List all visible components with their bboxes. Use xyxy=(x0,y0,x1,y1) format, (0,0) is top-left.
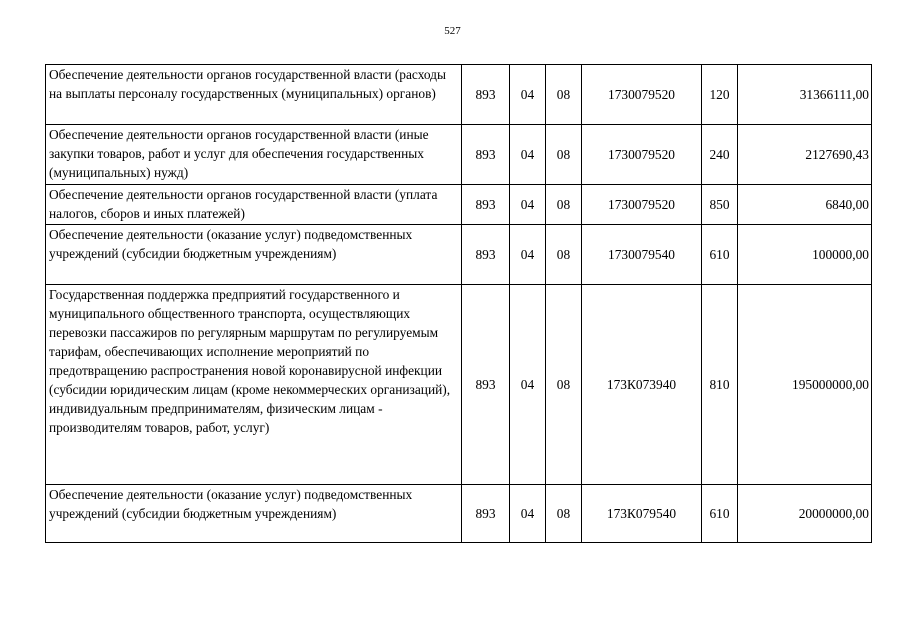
target-article-code: 1730079520 xyxy=(582,65,702,125)
expense-kind-code: 810 xyxy=(702,285,738,485)
department-code: 893 xyxy=(462,225,510,285)
section-code: 04 xyxy=(510,65,546,125)
target-article-code: 1730079520 xyxy=(582,125,702,185)
amount: 20000000,00 xyxy=(738,485,872,543)
expense-kind-code: 120 xyxy=(702,65,738,125)
section-code: 04 xyxy=(510,285,546,485)
amount: 100000,00 xyxy=(738,225,872,285)
department-code: 893 xyxy=(462,125,510,185)
table-row xyxy=(46,185,872,225)
amount: 2127690,43 xyxy=(738,125,872,185)
expense-description: Обеспечение деятельности органов государственной власти (уплата налогов, сборов и иных платежей) xyxy=(46,185,462,225)
amount: 195000000,00 xyxy=(738,285,872,485)
target-article-code: 1730079520 xyxy=(582,185,702,225)
department-code: 893 xyxy=(462,65,510,125)
budget-table xyxy=(45,64,872,543)
expense-kind-code: 240 xyxy=(702,125,738,185)
subsection-code: 08 xyxy=(546,125,582,185)
table-row xyxy=(46,285,872,485)
table-row xyxy=(46,225,872,285)
section-code: 04 xyxy=(510,225,546,285)
expense-description: Обеспечение деятельности органов государственной власти (расходы на выплаты персоналу государственных (муниципальных) органов) xyxy=(46,65,462,125)
table-row xyxy=(46,65,872,125)
section-code: 04 xyxy=(510,185,546,225)
section-code: 04 xyxy=(510,125,546,185)
page-number: 527 xyxy=(444,25,461,37)
expense-kind-code: 850 xyxy=(702,185,738,225)
subsection-code: 08 xyxy=(546,65,582,125)
target-article-code: 1730079540 xyxy=(582,225,702,285)
expense-description: Обеспечение деятельности (оказание услуг) подведомственных учреждений (субсидии бюджетным учреждениям) xyxy=(46,225,462,285)
expense-description: Обеспечение деятельности органов государственной власти (иные закупки товаров, работ и услуг для обеспечения государственных (муниципальных) нужд) xyxy=(46,125,462,185)
table-row xyxy=(46,125,872,185)
table-row xyxy=(46,485,872,543)
subsection-code: 08 xyxy=(546,285,582,485)
subsection-code: 08 xyxy=(546,185,582,225)
target-article-code: 173К079540 xyxy=(582,485,702,543)
amount: 31366111,00 xyxy=(738,65,872,125)
subsection-code: 08 xyxy=(546,225,582,285)
target-article-code: 173К073940 xyxy=(582,285,702,485)
expense-description: Обеспечение деятельности (оказание услуг) подведомственных учреждений (субсидии бюджетным учреждениям) xyxy=(46,485,462,543)
department-code: 893 xyxy=(462,185,510,225)
amount: 6840,00 xyxy=(738,185,872,225)
department-code: 893 xyxy=(462,485,510,543)
section-code: 04 xyxy=(510,485,546,543)
expense-kind-code: 610 xyxy=(702,485,738,543)
department-code: 893 xyxy=(462,285,510,485)
expense-description: Государственная поддержка предприятий государственного и муниципального общественного транспорта, осуществляющих перевозки пассажиров по регулярным маршрутам по регулируемым тарифам, обеспечивающих исполнение мероприятий по предотвращению распространения новой коронавирусной инфекции (субсидии юридическим лицам (кроме некоммерческих организаций), индивидуальным предпринимателям, физическим лицам - производителям товаров, работ, услуг) xyxy=(46,285,462,485)
expense-kind-code: 610 xyxy=(702,225,738,285)
subsection-code: 08 xyxy=(546,485,582,543)
